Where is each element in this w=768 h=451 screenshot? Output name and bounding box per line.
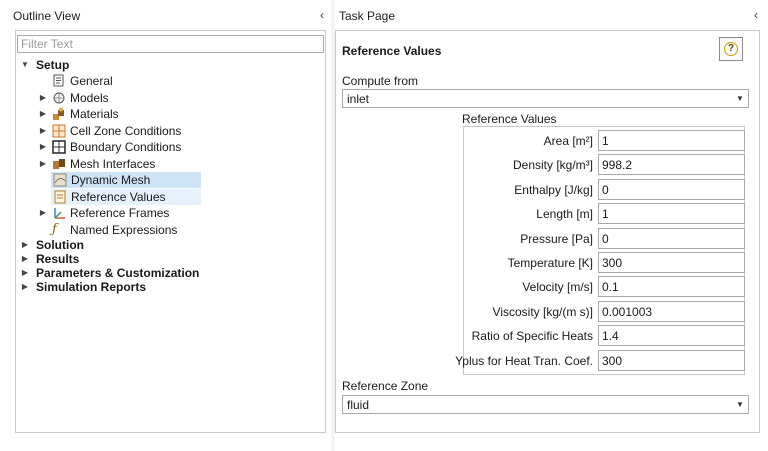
- reference-value-text: 0: [602, 232, 609, 246]
- reference-value-input[interactable]: [598, 252, 745, 273]
- tree-item-label: Results: [36, 252, 80, 266]
- tree-item-label: Simulation Reports: [36, 280, 147, 294]
- reference-value-label: Viscosity [kg/(m s)]: [492, 305, 593, 319]
- tree-item-dynamic-mesh[interactable]: [51, 172, 201, 188]
- tree-item-label: Models: [70, 91, 109, 105]
- outline-view-title: Outline View: [13, 9, 81, 23]
- tree-item-simulation-reports[interactable]: [20, 279, 320, 295]
- tree-item-label: Parameters & Customization: [36, 266, 200, 280]
- reference-zone-value: fluid: [347, 398, 370, 412]
- outline-view-header: [8, 7, 326, 27]
- tree-item-label: Reference Values: [71, 190, 166, 204]
- filter-text-input[interactable]: [17, 35, 324, 53]
- reference-value-input[interactable]: [598, 350, 745, 371]
- tree-item-setup[interactable]: [20, 57, 320, 73]
- collapsed-triangle-icon[interactable]: ▶: [39, 109, 47, 118]
- reference-value-text: 300: [602, 256, 623, 270]
- tree-item-cell-zone-conditions[interactable]: [36, 123, 316, 139]
- general-icon: [52, 74, 66, 88]
- reference-value-label: Ratio of Specific Heats: [471, 329, 593, 343]
- reference-value-row: [335, 179, 745, 201]
- reference-value-label: Velocity [m/s]: [522, 280, 593, 294]
- collapsed-triangle-icon[interactable]: ▶: [39, 93, 47, 102]
- reference-value-row: [335, 301, 745, 323]
- reference-value-row: [335, 350, 745, 372]
- dropdown-arrow-icon[interactable]: ▼: [736, 94, 744, 103]
- reference-value-label: Yplus for Heat Tran. Coef.: [455, 354, 593, 368]
- reference-value-text: 1.4: [602, 329, 619, 343]
- collapsed-triangle-icon[interactable]: ▶: [39, 159, 47, 168]
- collapsed-triangle-icon[interactable]: ▶: [21, 254, 29, 263]
- reference-value-input[interactable]: [598, 154, 745, 175]
- tree-item-materials[interactable]: [36, 106, 316, 122]
- reference-value-text: 0.1: [602, 280, 619, 294]
- reference-value-row: [335, 252, 745, 274]
- reference-value-label: Length [m]: [536, 207, 593, 221]
- reference-values-icon: [53, 190, 67, 204]
- tree-item-boundary-conditions[interactable]: [36, 139, 316, 155]
- function-icon: ƒ: [52, 222, 57, 237]
- help-icon: ?: [724, 42, 738, 56]
- reference-value-input[interactable]: [598, 276, 745, 297]
- collapse-outline-icon[interactable]: ‹: [320, 8, 324, 22]
- tree-item-label: Cell Zone Conditions: [70, 124, 182, 138]
- reference-value-label: Enthalpy [J/kg]: [514, 183, 593, 197]
- dynamic-mesh-icon: [53, 173, 67, 187]
- cell-zone-grid-icon: [52, 124, 66, 138]
- reference-frames-axes-icon: [52, 206, 66, 220]
- reference-zone-label: Reference Zone: [342, 379, 429, 393]
- reference-value-input[interactable]: [598, 130, 745, 151]
- reference-value-input[interactable]: [598, 228, 745, 249]
- reference-value-text: 1: [602, 207, 609, 221]
- tree-item-models[interactable]: [36, 90, 316, 106]
- reference-value-input[interactable]: [598, 203, 745, 224]
- materials-icon: [52, 107, 66, 121]
- reference-value-text: 998.2: [602, 158, 633, 172]
- collapsed-triangle-icon[interactable]: ▶: [39, 142, 47, 151]
- tree-item-label: Setup: [36, 58, 70, 72]
- reference-values-group-label: Reference Values: [462, 112, 557, 126]
- collapsed-triangle-icon[interactable]: ▶: [21, 282, 29, 291]
- dropdown-arrow-icon[interactable]: ▼: [736, 400, 744, 409]
- compute-from-label: Compute from: [342, 74, 419, 88]
- collapsed-triangle-icon[interactable]: ▶: [39, 208, 47, 217]
- tree-item-label: Named Expressions: [70, 223, 178, 237]
- reference-value-label: Area [m²]: [543, 134, 593, 148]
- reference-value-label: Temperature [K]: [507, 256, 593, 270]
- reference-value-input[interactable]: [598, 179, 745, 200]
- reference-zone-dropdown[interactable]: [342, 395, 749, 414]
- task-page-panel: [335, 0, 768, 451]
- reference-value-label: Pressure [Pa]: [520, 232, 593, 246]
- models-icon: [52, 91, 66, 105]
- tree-item-label: Dynamic Mesh: [71, 173, 151, 187]
- tree-item-label: Reference Frames: [70, 206, 170, 220]
- reference-value-row: [335, 325, 745, 347]
- tree-item-mesh-interfaces[interactable]: [36, 156, 316, 172]
- tree-item-general[interactable]: [36, 73, 316, 89]
- collapsed-triangle-icon[interactable]: ▶: [21, 240, 29, 249]
- reference-value-row: [335, 130, 745, 152]
- page-title: Reference Values: [342, 44, 442, 58]
- tree-item-label: Solution: [36, 238, 84, 252]
- help-button[interactable]: [719, 37, 743, 61]
- task-page-header: [335, 7, 760, 27]
- boundary-grid-icon: [52, 140, 66, 154]
- reference-value-label: Density [kg/m³]: [512, 158, 593, 172]
- task-page-title: Task Page: [339, 9, 396, 23]
- reference-value-row: [335, 154, 745, 176]
- tree-item-reference-values[interactable]: [51, 189, 201, 205]
- reference-value-input[interactable]: [598, 325, 745, 346]
- collapse-task-page-icon[interactable]: ‹: [754, 8, 758, 22]
- tree-item-label: Mesh Interfaces: [70, 157, 156, 171]
- reference-value-row: [335, 276, 745, 298]
- tree-item-label: Boundary Conditions: [70, 140, 182, 154]
- reference-value-text: 0: [602, 183, 609, 197]
- reference-value-row: [335, 203, 745, 225]
- tree-item-label: General: [70, 74, 113, 88]
- reference-value-text: 1: [602, 134, 609, 148]
- compute-from-dropdown[interactable]: [342, 89, 749, 108]
- expanded-triangle-icon[interactable]: ▼: [21, 60, 29, 69]
- compute-from-value: inlet: [347, 92, 370, 106]
- reference-value-text: 0.001003: [602, 305, 653, 319]
- tree-item-label: Materials: [70, 107, 119, 121]
- collapsed-triangle-icon[interactable]: ▶: [21, 268, 29, 277]
- reference-value-text: 300: [602, 354, 623, 368]
- mesh-interfaces-icon: [52, 157, 66, 171]
- tree-item-named-expressions[interactable]: [36, 222, 316, 238]
- reference-value-input[interactable]: [598, 301, 745, 322]
- collapsed-triangle-icon[interactable]: ▶: [39, 126, 47, 135]
- outline-view-panel: [0, 0, 331, 451]
- tree-item-reference-frames[interactable]: [36, 205, 316, 221]
- reference-value-row: [335, 228, 745, 250]
